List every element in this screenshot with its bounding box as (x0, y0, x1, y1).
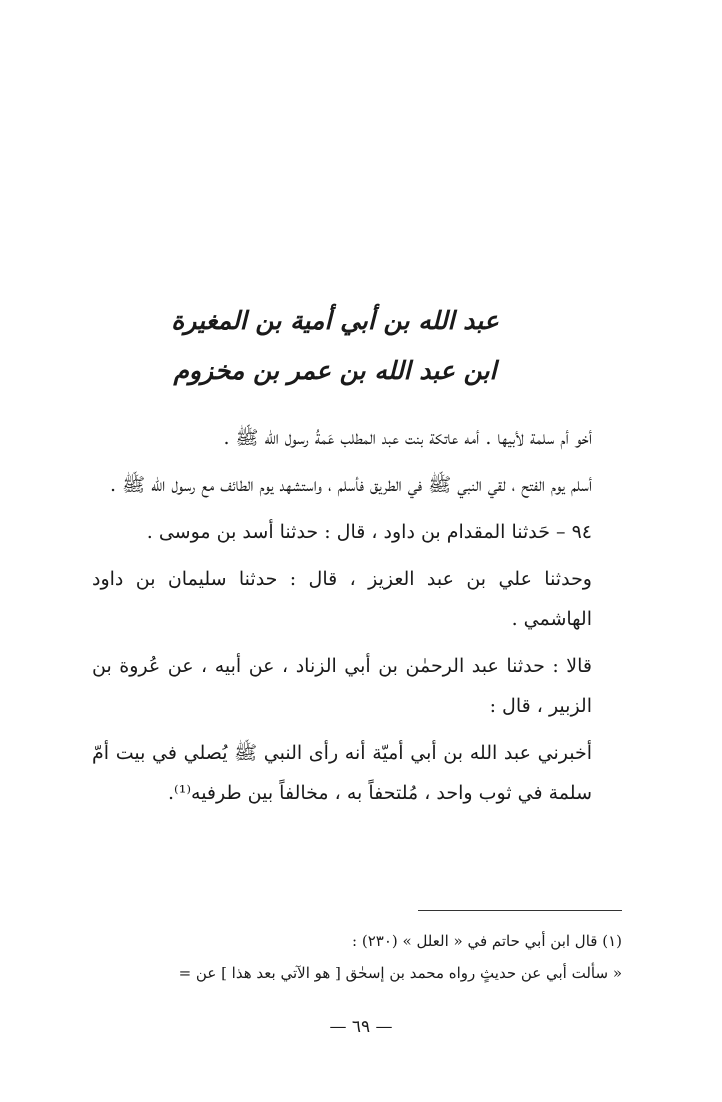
paragraph-hadith-number: ٩٤ – حَدثنا المقدام بن داود ، قال : حدثنا أسد بن موسى . (146, 521, 592, 543)
footnote-line-2: « سألت أبي عن حديثٍ رواه محمد بن إسحٰق [ هو الآتي بعد هذا ] عن = (178, 964, 622, 982)
main-text (92, 418, 622, 820)
heading-line-1: عبد الله بن أبي أمية بن المغيرة (171, 306, 499, 335)
heading-line-2: ابن عبد الله بن عمر بن مخزوم (173, 356, 497, 385)
chapter-heading (150, 296, 520, 396)
footnotes (92, 925, 622, 989)
paragraph-isnad-2: وحدثنا علي بن عبد العزيز ، قال : حدثنا سليمان بن داود الهاشمي . (92, 568, 592, 630)
paragraph-intro: أخو أم سلمة لأبيها . أمه عاتكة بنت عبد المطلب عَمةُ رسول الله ﷺ . (223, 427, 592, 449)
footnote-divider (418, 910, 622, 911)
paragraph-isnad-3: قالا : حدثنا عبد الرحمٰن بن أبي الزناد ، عن أبيه ، عن عُروة بن الزبير ، قال : (92, 655, 592, 717)
footnote-line-1: (١) قال ابن أبي حاتم في « العلل » (٢٣٠) : (352, 932, 622, 950)
paragraph-conversion: أسلم يوم الفتح ، لقي النبي ﷺ في الطريق فأسلم ، واستشهد يوم الطائف مع رسول الله ﷺ . (110, 474, 592, 496)
paragraph-matn: أخبرني عبد الله بن أبي أميّة أنه رأى النبي ﷺ يُصلي في بيت أمّ سلمة في ثوب واحد ، مُلتحفاً به ، مخالفاً بين طرفيه⁽¹⁾. (92, 742, 592, 804)
page-number: — ٦٩ — (329, 1017, 393, 1037)
